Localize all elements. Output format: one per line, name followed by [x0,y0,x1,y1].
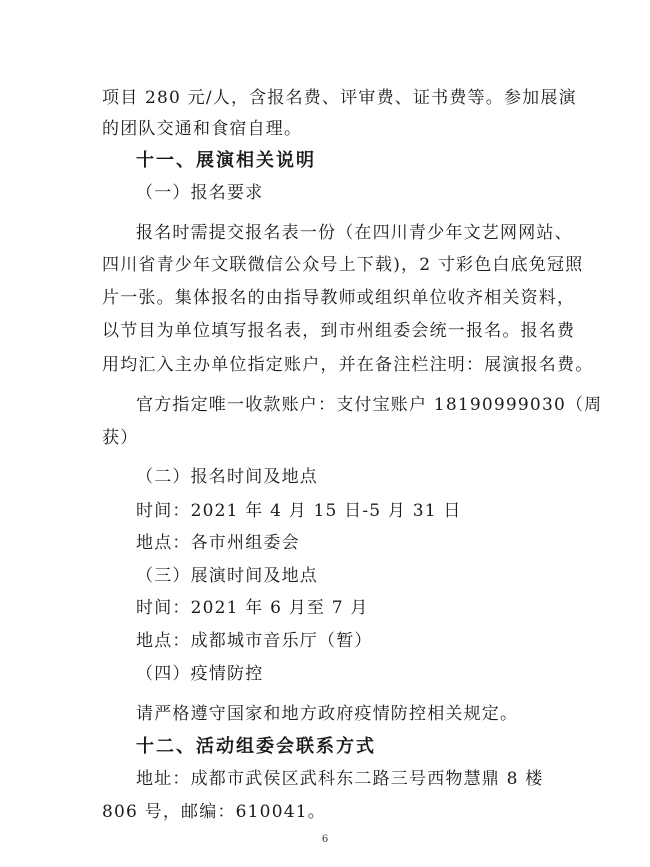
body-text-line: 用均汇入主办单位指定账户，并在备注栏注明：展演报名费。 [102,355,594,375]
subsection-heading: （三）展演时间及地点 [136,566,318,586]
body-text-line: 官方指定唯一收款账户：支付宝账户 18190999030（周 [136,395,603,415]
subsection-heading: （四）疫情防控 [136,664,264,684]
body-text-line: 项目 280 元/人，含报名费、评审费、证书费等。参加展演 [102,88,577,108]
body-text-line: 以节目为单位填写报名表，到市州组委会统一报名。报名费 [102,321,576,341]
section-heading-12: 十二、活动组委会联系方式 [136,736,376,757]
body-text-line: 的团队交通和食宿自理。 [102,119,303,139]
body-text-line: 获） [102,428,139,448]
body-text-line: 时间：2021 年 6 月至 7 月 [136,598,369,618]
page-number: 6 [321,834,329,845]
body-text-line: 地址：成都市武侯区武科东二路三号西物慧鼎 8 楼 [136,769,544,789]
body-text-line: 报名时需提交报名表一份（在四川青少年文艺网网站、 [136,223,573,243]
subsection-heading: （二）报名时间及地点 [136,467,318,487]
section-heading-11: 十一、展演相关说明 [136,150,316,171]
body-text-line: 请严格遵守国家和地方政府疫情防控相关规定。 [136,704,519,724]
subsection-heading: （一）报名要求 [136,183,264,203]
body-text-line: 片一张。集体报名的由指导教师或组织单位收齐相关资料， [102,288,576,308]
body-text-line: 时间：2021 年 4 月 15 日-5 月 31 日 [136,501,462,521]
body-text-line: 地点：成都城市音乐厅（暂） [136,631,373,651]
body-text-line: 地点：各市州组委会 [136,533,300,553]
body-text-line: 806 号，邮编：610041。 [102,802,326,822]
body-text-line: 四川省青少年文联微信公众号上下载)，2 寸彩色白底免冠照 [102,255,584,275]
